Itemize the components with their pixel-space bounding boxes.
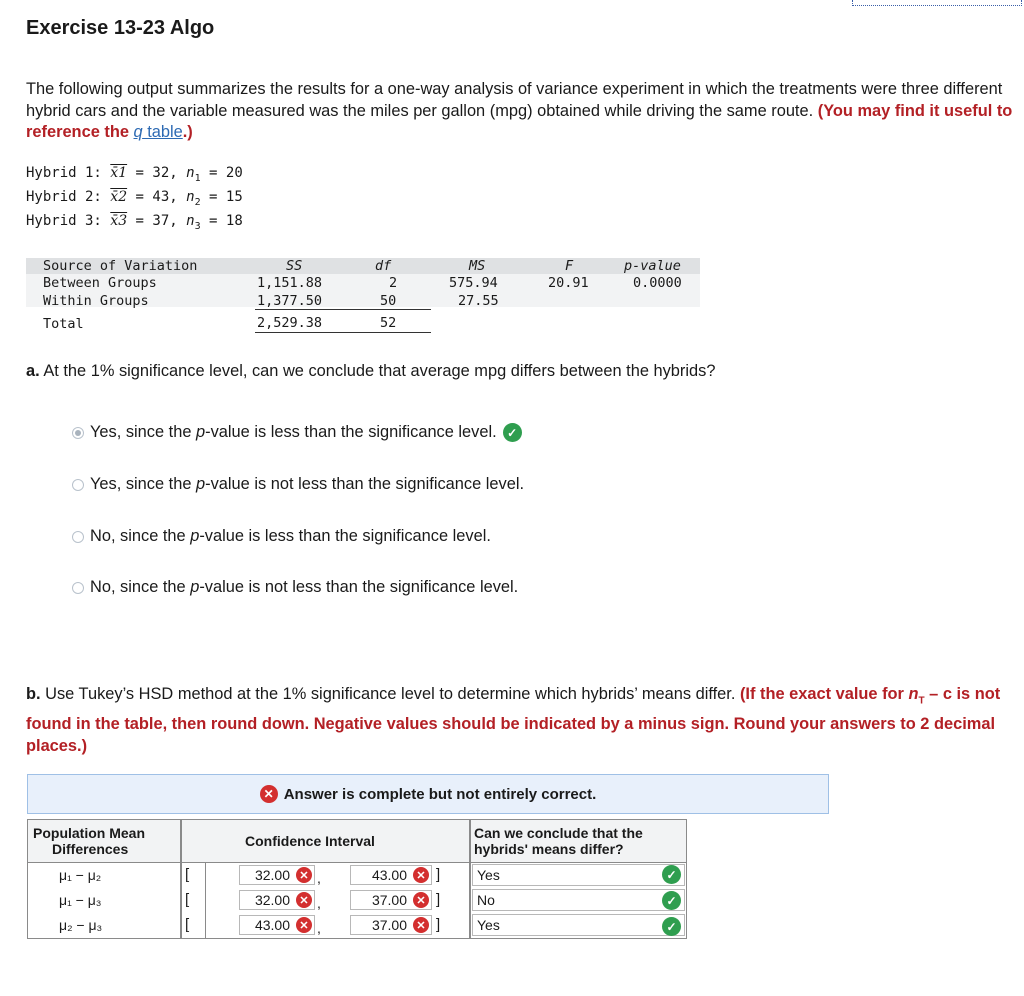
row2-upper-input[interactable]: 37.00 ✕ — [350, 890, 432, 910]
open-bracket: [ — [185, 916, 190, 933]
radio-button-selected[interactable] — [72, 427, 84, 439]
anova-row-within-ss: 1,377.50 — [257, 293, 323, 309]
comma: , — [317, 870, 321, 886]
q-table-link[interactable]: q table — [133, 123, 183, 141]
header-conclude-line1: Can we conclude that the — [474, 825, 643, 841]
close-bracket: ] — [436, 866, 441, 883]
pair-mu1-mu2: μ₁ − μ₂ — [59, 867, 102, 883]
option-a4[interactable] — [72, 578, 518, 597]
incorrect-x-icon: ✕ — [413, 867, 429, 883]
row1-lower-input[interactable]: 32.00 ✕ — [239, 865, 315, 885]
anova-row-within-ms: 27.55 — [458, 293, 499, 309]
incorrect-x-icon: ✕ — [296, 867, 312, 883]
row1-upper-input[interactable]: 43.00 ✕ — [350, 865, 432, 885]
anova-header-pvalue: p-value — [624, 258, 681, 274]
close-bracket: ] — [436, 916, 441, 933]
header-conclude-line2: hybrids' means differ? — [474, 841, 624, 857]
row1-conclusion-select[interactable]: Yes — [472, 864, 685, 886]
anova-row-between-pvalue: 0.0000 — [633, 275, 682, 291]
option-a2-label: Yes, since the p-value is not less than the significance level. — [90, 475, 525, 493]
header-differences-line1: Population Mean — [33, 825, 145, 841]
row2-lower-input[interactable]: 32.00 ✕ — [239, 890, 315, 910]
anova-bottom-rule — [255, 332, 431, 333]
anova-header-ms: MS — [469, 258, 486, 274]
close-bracket: ] — [436, 891, 441, 908]
row3-lower-input[interactable]: 43.00 ✕ — [239, 915, 315, 935]
anova-row-between-source: Between Groups — [43, 275, 157, 291]
anova-row-within-df: 50 — [380, 293, 397, 309]
hybrid-3-summary: Hybrid 3: x̄3 = 37, $n_3 = 18$ — [26, 213, 243, 232]
anova-row-within-source: Within Groups — [43, 293, 149, 309]
incorrect-x-icon: ✕ — [296, 917, 312, 933]
anova-row-between-ss: 1,151.88 — [257, 275, 323, 291]
tukey-table — [27, 819, 687, 939]
pair-mu1-mu3: μ₁ − μ₃ — [59, 892, 102, 908]
open-bracket: [ — [185, 866, 190, 883]
radio-button[interactable] — [72, 582, 84, 594]
anova-row-between-ms: 575.94 — [449, 275, 498, 291]
intro-text: The following output summarizes the results for a one-way analysis of variance experiment in which the treatments were three different hybrid cars and the variable measured was the miles per gallon (mpg) obtained while driving the same route. — [26, 80, 1003, 120]
row3-upper-input[interactable]: 37.00 ✕ — [350, 915, 432, 935]
option-a4-label: No, since the p-value is not less than the significance level. — [90, 578, 519, 596]
anova-header-source: Source of Variation — [43, 258, 198, 274]
correct-check-icon: ✓ — [662, 891, 681, 910]
header-ci: Confidence Interval — [245, 833, 375, 849]
incorrect-x-icon: ✕ — [296, 892, 312, 908]
correct-check-icon: ✓ — [662, 917, 681, 936]
row3-conclusion-select[interactable]: Yes — [472, 914, 685, 936]
top-dotted-frame — [852, 0, 1022, 6]
part-a-question: a. At the 1% significance level, can we conclude that average mpg differs between the hybrids? — [26, 362, 716, 380]
anova-total-rule — [255, 309, 431, 310]
anova-row-total-source: Total — [43, 316, 84, 332]
option-a2[interactable] — [72, 475, 524, 494]
page-title: Exercise 13-23 Algo — [26, 17, 215, 39]
comma: , — [317, 895, 321, 911]
correct-check-icon: ✓ — [503, 423, 522, 442]
row2-conclusion-select[interactable]: No — [472, 889, 685, 911]
anova-row-between-df: 2 — [389, 275, 398, 291]
incorrect-x-icon: ✕ — [413, 892, 429, 908]
pair-mu2-mu3: μ₂ − μ₃ — [59, 917, 103, 933]
banner-text: Answer is complete but not entirely correct. — [283, 785, 597, 803]
incorrect-x-icon: ✕ — [413, 917, 429, 933]
anova-header-df: df — [375, 258, 392, 274]
option-a1-label: Yes, since the p-value is less than the significance level. — [90, 423, 497, 441]
incorrect-x-icon: ✕ — [260, 785, 278, 803]
anova-header-f: F — [565, 258, 574, 274]
anova-table — [26, 258, 700, 333]
header-differences-line2: Differences — [52, 841, 129, 857]
anova-header-ss: SS — [286, 258, 303, 274]
open-bracket: [ — [185, 891, 190, 908]
radio-button[interactable] — [72, 479, 84, 491]
anova-row-total-df: 52 — [380, 315, 397, 331]
anova-row-total-ss: 2,529.38 — [257, 315, 323, 331]
answer-status-banner — [27, 774, 829, 814]
hybrid-1-summary: Hybrid 1: x̄1 = 32, $n_1 = 20$ — [26, 165, 243, 184]
option-a1[interactable] — [72, 423, 522, 442]
hybrid-2-summary: Hybrid 2: x̄2 = 43, $n_2 = 15$ — [26, 189, 243, 208]
part-b-instructions: (If the exact value for $n_T$ – c is not found in the table, then round down. Negative values should be indicated by a minus sign. Round your answers to 2 decimal places.) — [26, 685, 1001, 756]
anova-row-between-f: 20.91 — [548, 275, 589, 291]
hint-text: (You may find it useful to reference the q table.) — [26, 101, 1013, 141]
option-a3-label: No, since the p-value is less than the significance level. — [90, 527, 491, 545]
problem-intro — [26, 79, 1016, 144]
comma: , — [317, 920, 321, 936]
correct-check-icon: ✓ — [662, 865, 681, 884]
radio-button[interactable] — [72, 531, 84, 543]
body-cell-pairs — [27, 862, 181, 939]
part-b-question: b. Use Tukey’s HSD method at the 1% significance level to determine which hybrids’ means differ. (If the exact value for $n_T$ – c is not found in the table, then round down. Negative values should be indicated by a minus sign. Round your answers to 2 decimal places.) — [26, 685, 1001, 756]
option-a3[interactable] — [72, 527, 491, 546]
